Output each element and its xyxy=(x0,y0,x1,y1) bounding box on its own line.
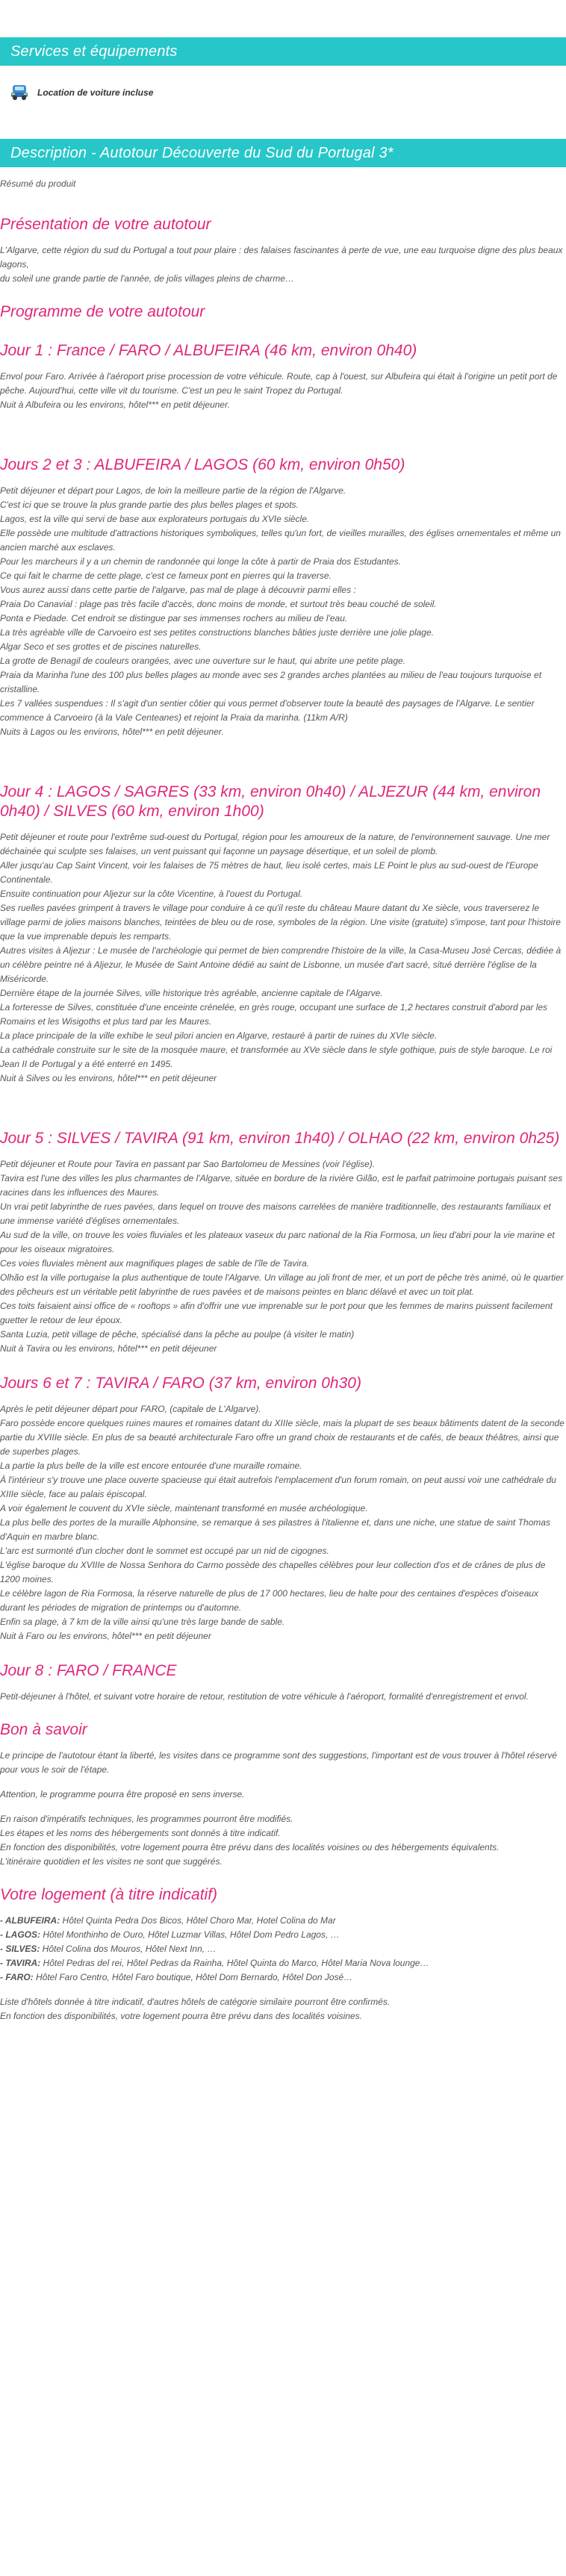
text-line: Dernière étape de la journée Silves, ville historique très agréable, ancienne capitale de l'Algarve. xyxy=(0,988,383,998)
day-section xyxy=(0,341,566,412)
hotel-list-item xyxy=(0,1914,566,1928)
page xyxy=(0,37,566,2023)
presentation-text xyxy=(0,243,566,286)
day-section xyxy=(0,1129,566,1356)
text-line: Le célèbre lagon de Ria Formosa, la réserve naturelle de plus de 17 000 hectares, lieu de halte pour des centaines d'espèces d'oiseaux durant les périodes de migration de printemps ou d'automne. xyxy=(0,1588,539,1613)
day-title: Jours 6 et 7 : TAVIRA / FARO (37 km, environ 0h30) xyxy=(0,1375,361,1392)
day-title: Jour 8 : FARO / FRANCE xyxy=(0,1662,177,1679)
day-title: Jour 1 : France / FARO / ALBUFEIRA (46 km, environ 0h40) xyxy=(0,342,417,359)
presentation-title: Présentation de votre autotour xyxy=(0,216,211,233)
day-title: Jour 5 : SILVES / TAVIRA (91 km, environ 1h40) / OLHAO (22 km, environ 0h25) xyxy=(0,1130,560,1147)
text-line: L'Algarve, cette région du sud du Portugal a tout pour plaire : des falaises fascinantes à perte de vue, une eau turquoise digne des plus beaux lagons, xyxy=(0,245,563,270)
text-line: La partie la plus belle de la ville est encore entourée d'une muraille romaine. xyxy=(0,1460,302,1471)
programme-title: Programme de votre autotour xyxy=(0,303,205,320)
text-line: Santa Luzia, petit village de pêche, spécialisé dans la pêche au poulpe (à visiter le matin) xyxy=(0,1329,355,1340)
day-text xyxy=(0,1157,566,1356)
hotel-list-item xyxy=(0,1928,566,1942)
text-line: Praia da Marinha l'une des 100 plus belles plages au monde avec ses 2 grandes arches plantées au milieu de l'eau toujours turquoise et cristalline. xyxy=(0,670,542,694)
text-line: Elle possède une multitude d'attractions historiques symboliques, telles qu'un fort, de vieilles murailles, des églises ornementales et même un ancien marché aux esclaves. xyxy=(0,528,561,553)
text-line: La cathédrale construite sur le site de la mosquée maure, et transformée au XVe siècle dans le style gothique, puis de style baroque. Le roi Jean II de Portugal y a été enterré en 1495. xyxy=(0,1045,553,1069)
text-line: Ces toits faisaient ainsi office de « rooftops » afin d'offrir une vue imprenable sur le port pour que les femmes de marins puissent facilement guetter le retour de leur époux. xyxy=(0,1301,553,1325)
service-label: Location de voiture incluse xyxy=(37,87,154,98)
day-section xyxy=(0,1374,566,1643)
text-line: Aller jusqu'au Cap Saint Vincent, voir les falaises de 75 mètres de haut, lieu isolé certes, mais LE Point le plus au sud-ouest de l'Europe Continentale. xyxy=(0,860,538,885)
text-line: C'est ici que se trouve la plus grande partie des plus belles plages et spots. xyxy=(0,500,299,510)
info-paragraph xyxy=(0,1749,566,1777)
logement-title: Votre logement (à titre indicatif) xyxy=(0,1886,218,1903)
day-section xyxy=(0,455,566,739)
text-line: Ce qui fait le charme de cette plage, c'est ce fameux pont en pierres qui la traverse. xyxy=(0,570,332,581)
description-content xyxy=(0,178,566,2023)
hotel-place: - TAVIRA: xyxy=(0,1958,41,1968)
text-line: L'église baroque du XVIIIe de Nossa Senhora do Carmo possède des chapelles célèbres pour leur collection d'os et de crânes de plus de 1200 moines. xyxy=(0,1560,546,1584)
text-line: Petit déjeuner et Route pour Tavira en passant par Sao Bartolomeu de Messines (voir l'église). xyxy=(0,1159,376,1169)
text-line: Les étapes et les noms des hébergements sont donnés à titre indicatif. xyxy=(0,1828,281,1838)
text-line: du soleil une grande partie de l'année, de jolis villages pleins de charme… xyxy=(0,273,294,284)
day-text xyxy=(0,1402,566,1643)
text-line: Autres visites à Aljezur : Le musée de l'archéologie qui permet de bien comprendre l'histoire de la ville, la Casa-Museu José Cercas, dédiée à un célèbre peintre né à Aljezur, le Musée de Saint Antoine dédié au saint de Lisbonne, un musée d'art sacré, situé derrière l'église de la Miséricorde. xyxy=(0,945,562,984)
logement-section xyxy=(0,1885,566,2023)
text-line: Ses ruelles pavées grimpent à travers le village pour conduire à ce qu'il reste du château Maure datant du Xe siècle, vous traverserez le village parmi de jolies maisons blanches, teintées de bleu ou de rose, symboles de la région. Une visite (gratuite) s'impose, tant pour l'histoire que la vue imprenable depuis les remparts. xyxy=(0,903,561,942)
text-line: Nuit à Faro ou les environs, hôtel*** en petit déjeuner xyxy=(0,1631,211,1641)
presentation-section xyxy=(0,215,566,286)
hotel-list-item xyxy=(0,1942,566,1956)
car-rental-icon xyxy=(10,84,30,102)
day-text xyxy=(0,484,566,739)
text-line: Un vrai petit labyrinthe de rues pavées, dans lequel on trouve des maisons carrelées de manière traditionnelle, des restaurants familiaux et une immense variété d'églises ornementales. xyxy=(0,1201,551,1226)
day-title: Jours 2 et 3 : ALBUFEIRA / LAGOS (60 km, environ 0h50) xyxy=(0,456,405,473)
text-line: Les 7 vallées suspendues : Il s'agit d'un sentier côtier qui vous permet d'observer toute la beauté des paysages de l'Algarve. Le sentier commence à Carvoeiro (à la Vale Centeanes) et rejoint la Praia da marinha. (11km A/R) xyxy=(0,698,535,723)
hotel-names: Hôtel Colina dos Mouros, Hôtel Next Inn, … xyxy=(40,1944,217,1954)
text-line: À l'intérieur s'y trouve une place ouverte spacieuse qui était autrefois l'emplacement d'un forum romain, on peut aussi voir une cathédrale du XIIIe siècle, face au palais épiscopal. xyxy=(0,1475,556,1499)
hotel-place: - LAGOS: xyxy=(0,1929,40,1940)
logement-notes xyxy=(0,1995,566,2023)
text-line: L'arc est surmonté d'un clocher dont le sommet est occupé par un nid de cigognes. xyxy=(0,1546,329,1556)
info-paragraph xyxy=(0,1788,566,1802)
days-list xyxy=(0,341,566,1704)
text-line: Le principe de l'autotour étant la liberté, les visites dans ce programme sont des suggestions, l'important est de vous trouver à l'hôtel réservé pour vous le soir de l'étape. xyxy=(0,1750,557,1775)
day-text xyxy=(0,1690,566,1704)
text-line: En fonction des disponibilités, votre logement pourra être prévu dans des localités voisines ou des hébergements équivalents. xyxy=(0,1842,500,1852)
info-paragraph xyxy=(0,1812,566,1869)
hotel-list-item xyxy=(0,1956,566,1970)
hotel-names: Hôtel Monthinho de Ouro, Hôtel Luzmar Villas, Hôtel Dom Pedro Lagos, … xyxy=(40,1929,340,1940)
text-line: A voir également le couvent du XVIe siècle, maintenant transformé en musée archéologique. xyxy=(0,1503,368,1513)
text-line: Petit déjeuner et départ pour Lagos, de loin la meilleure partie de la région de l'Algarve. xyxy=(0,485,346,496)
bon-a-savoir-section xyxy=(0,1720,566,1869)
day-title: Jour 4 : LAGOS / SAGRES (33 km, environ 0h40) / ALJEZUR (44 km, environ 0h40) / SILVES (60 km, environ 1h00) xyxy=(0,783,541,820)
text-line: Olhão est la ville portugaise la plus authentique de toute l'Algarve. Un village au joli front de mer, et un port de pêche très animé, où le quartier des pêcheurs est un véritable petit labyrinthe de rues pavées et de maisons peintes en blanc délavé et avec un toit plat. xyxy=(0,1272,564,1297)
text-line: Au sud de la ville, on trouve les voies fluviales et les plateaux vaseux du parc national de la Ria Formosa, un lieu d'abri pour la vie marine et pour les oiseaux migratoires. xyxy=(0,1230,555,1254)
text-line: Petit-déjeuner à l'hôtel, et suivant votre horaire de retour, restitution de votre véhicule à l'aéroport, formalité d'enregistrement et envol. xyxy=(0,1691,529,1702)
hotel-place: - SILVES: xyxy=(0,1944,40,1954)
text-line: Nuit à Albufeira ou les environs, hôtel*** en petit déjeuner. xyxy=(0,399,230,410)
text-line: Ces voies fluviales mènent aux magnifiques plages de sable de l'île de Tavira. xyxy=(0,1258,310,1269)
text-line: En fonction des disponibilités, votre logement pourra être prévu dans des localités voisines. xyxy=(0,2011,362,2021)
text-line: La très agréable ville de Carvoeiro est ses petites constructions blanches bâties juste derrière une jolie plage. xyxy=(0,627,434,638)
service-item-car-rental xyxy=(0,66,566,108)
day-section xyxy=(0,1661,566,1704)
text-line: Vous aurez aussi dans cette partie de l'algarve, pas mal de plage à découvrir parmi elles : xyxy=(0,585,356,595)
services-header: Services et équipements xyxy=(0,37,566,66)
hotel-names: Hôtel Quinta Pedra Dos Bicos, Hôtel Choro Mar, Hotel Colina do Mar xyxy=(60,1915,336,1926)
hotel-place: - FARO: xyxy=(0,1972,34,1982)
text-line: Nuit à Silves ou les environs, hôtel*** en petit déjeuner xyxy=(0,1073,217,1083)
text-line: Nuit à Tavira ou les environs, hôtel*** en petit déjeuner xyxy=(0,1343,217,1354)
day-text xyxy=(0,830,566,1086)
text-line: Tavira est l'une des villes les plus charmantes de l'Algarve, située en bordure de la rivière Gilão, est le parfait patrimoine portugais puisant ses racines dans les influences des Maures. xyxy=(0,1173,563,1198)
text-line: Praia Do Canavial : plage pas très facile d'accès, donc moins de monde, et surtout très beau couché de soleil. xyxy=(0,599,437,609)
logement-list xyxy=(0,1914,566,1985)
description-header: Description - Autotour Découverte du Sud du Portugal 3* xyxy=(0,139,566,167)
text-line: Pour les marcheurs il y a un chemin de randonnée qui longe la côte à partir de Praia dos Estudantes. xyxy=(0,556,401,567)
programme-section xyxy=(0,302,566,322)
text-line: Algar Seco et ses grottes et de piscines naturelles. xyxy=(0,641,202,652)
text-line: Lagos, est la ville qui servi de base aux explorateurs portugais du XVIe siècle. xyxy=(0,514,310,524)
text-line: La grotte de Benagil de couleurs orangées, avec une ouverture sur le haut, qui abrite une petite plage. xyxy=(0,656,406,666)
hotel-place: - ALBUFEIRA: xyxy=(0,1915,60,1926)
text-line: La plus belle des portes de la muraille Alphonsine, se remarque à ses pilastres à l'italienne et, dans une niche, une statue de saint Thomas d'Aquin en marbre blanc. xyxy=(0,1517,550,1542)
text-line: La forteresse de Silves, constituée d'une enceinte crénelée, en grès rouge, occupant une surface de 1,2 hectares construit d'abord par les Romains et les Wisigoths et plus tard par les Maures. xyxy=(0,1002,548,1027)
text-line: L'itinéraire quotidien et les visites ne sont que suggérés. xyxy=(0,1856,223,1867)
text-line: Petit déjeuner et route pour l'extrême sud-ouest du Portugal, région pour les amoureux de la nature, de l'environnement sauvage. Une mer déchainée qui sculpte ses falaises, un vent puissant qui façonne un paysage désertique, et un soleil de plomb. xyxy=(0,832,550,856)
text-line: Attention, le programme pourra être proposé en sens inverse. xyxy=(0,1789,245,1799)
text-line: Après le petit déjeuner départ pour FARO, (capitale de L'Algarve). xyxy=(0,1404,261,1414)
text-line: Ensuite continuation pour Aljezur sur la côte Vicentine, à l'ouest du Portugal. xyxy=(0,889,303,899)
bon-a-savoir-title: Bon à savoir xyxy=(0,1721,87,1738)
text-line: Envol pour Faro. Arrivée à l'aéroport prise procession de votre véhicule. Route, cap à l'ouest, sur Albufeira qui était à l'origine un petit port de pêche. Aujourd'hui, cette ville vit du tourisme. C'est un peu le saint Tropez du Portugal. xyxy=(0,371,558,396)
bon-a-savoir-text xyxy=(0,1749,566,1869)
text-line: En raison d'impératifs techniques, les programmes pourront être modifiés. xyxy=(0,1814,293,1824)
text-line: Nuits à Lagos ou les environs, hôtel*** en petit déjeuner. xyxy=(0,727,224,737)
text-line: Ponta e Piedade. Cet endroit se distingue par ses immenses rochers au milieu de l'eau. xyxy=(0,613,348,623)
text-line: Liste d'hôtels donnée à titre indicatif, d'autres hôtels de catégorie similaire pourront être confirmés. xyxy=(0,1997,391,2007)
hotel-list-item xyxy=(0,1970,566,1985)
text-line: La place principale de la ville exhibe le seul pilori ancien en Algarve, restauré à partir de ruines du XVIe siècle. xyxy=(0,1030,438,1041)
resume-label: Résumé du produit xyxy=(0,178,76,189)
text-line: Faro possède encore quelques ruines maures et romaines datant du XIIIe siècle, mais la plupart de ses beaux bâtiments datent de la seconde partie du XVIIIe siècle. En plus de sa beauté architecturale Faro offre un grand choix de restaurants et de cafés, de beaux théâtres, ainsi que de superbes plages. xyxy=(0,1418,565,1457)
day-text xyxy=(0,370,566,412)
text-line: Enfin sa plage, à 7 km de la ville ainsi qu'une très large bande de sable. xyxy=(0,1617,285,1627)
day-section xyxy=(0,783,566,1086)
hotel-names: Hôtel Faro Centro, Hôtel Faro boutique, Hôtel Dom Bernardo, Hôtel Don José… xyxy=(33,1972,353,1982)
hotel-names: Hôtel Pedras del rei, Hôtel Pedras da Rainha, Hôtel Quinta do Marco, Hôtel Maria Nova lounge… xyxy=(40,1958,429,1968)
